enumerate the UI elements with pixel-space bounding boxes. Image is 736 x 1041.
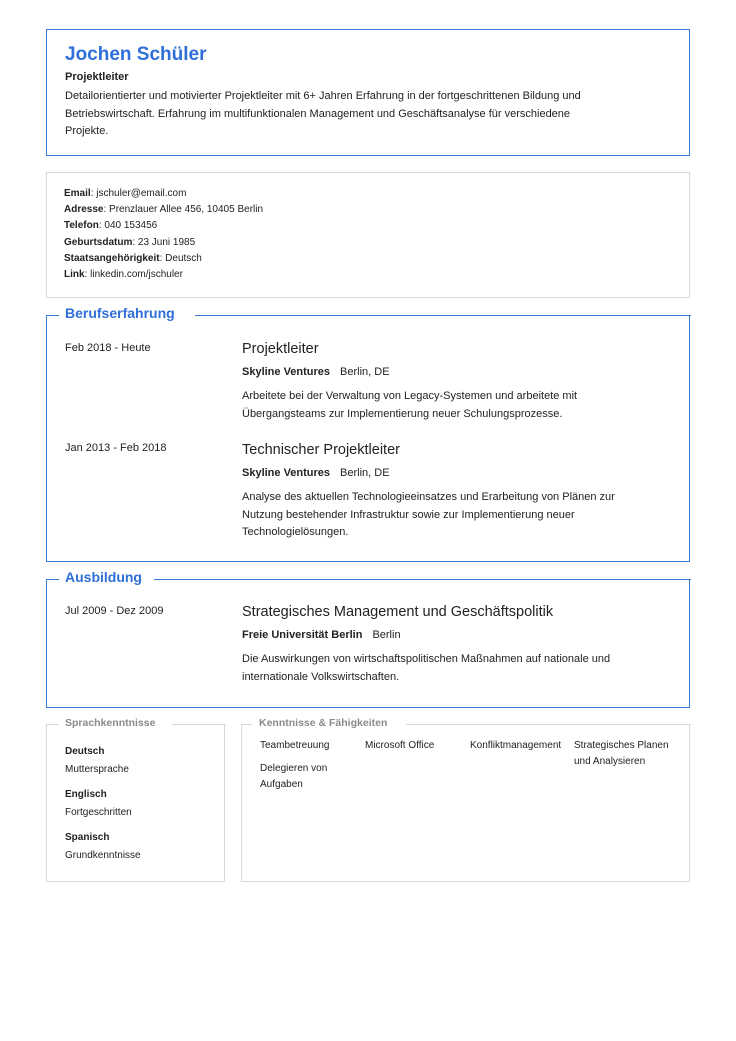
person-name: Jochen Schüler (65, 44, 207, 65)
work-title: Projektleiter (242, 341, 319, 357)
contact-label: Geburtsdatum (64, 237, 133, 248)
contact-value: linkedin.com/jschuler (90, 269, 183, 280)
contact-value: 23 Juni 1985 (137, 237, 196, 248)
work-date: Feb 2018 - Heute (65, 342, 151, 354)
header-section (46, 29, 690, 156)
language-level: Muttersprache (65, 764, 129, 775)
language-name: Englisch (65, 789, 107, 800)
skill-item: Delegieren von Aufgaben (260, 763, 328, 790)
contact-value: jschuler@email.com (96, 188, 187, 199)
contact-phone: Telefon: 040 153456 (64, 220, 158, 231)
contact-nationality: Staatsangehörigkeit: Deutsch (64, 253, 202, 264)
languages-heading: Sprachkenntnisse (59, 717, 161, 729)
work-company-line (242, 366, 390, 378)
work-description: Analyse des aktuellen Technologieeinsatzes und Erarbeitung von Plänen zur Nutzung bestehender Infrastruktur sowie zur Implementierung neuer Technologielösungen. (242, 491, 615, 538)
education-heading: Ausbildung (59, 569, 148, 585)
contact-value: 040 153456 (104, 220, 158, 231)
contact-label: Email (64, 188, 91, 199)
education-description: Die Auswirkungen von wirtschaftspolitischen Maßnahmen auf nationale und internationale Volkswirtschaften. (242, 653, 611, 683)
language-level: Fortgeschritten (65, 807, 132, 818)
work-description: Arbeitete bei der Verwaltung von Legacy-Systemen und arbeitete mit Übergangsteams zur Implementierung neuer Schulungsprozesse. (242, 390, 578, 420)
language-level: Grundkenntnisse (65, 850, 141, 861)
work-location: Berlin, DE (340, 366, 390, 378)
contact-email: Email: jschuler@email.com (64, 188, 187, 199)
skill-item: Microsoft Office (365, 740, 435, 751)
skills-section (241, 717, 690, 882)
language-name: Deutsch (65, 746, 105, 757)
work-experience-section (46, 305, 690, 562)
contact-value: Deutsch (165, 253, 202, 264)
skill-item: Strategisches Planen und Analysieren (574, 740, 669, 767)
profile-summary: Detailorientierter und motivierter Projektleiter mit 6+ Jahren Erfahrung in der fortgeschrittenen Bildung und Betriebswirtschaft. Erfahrung im multifunktionalen Management und Geschäftsanalyse für verschiedene Projekte. (65, 90, 581, 137)
work-heading: Berufserfahrung (59, 305, 181, 321)
contact-label: Link (64, 269, 85, 280)
contact-address: Adresse: Prenzlauer Allee 456, 10405 Berlin (64, 204, 264, 215)
skill-item: Konfliktmanagement (470, 740, 562, 751)
work-location: Berlin, DE (340, 467, 390, 479)
education-school-line (242, 629, 401, 641)
contact-value: Prenzlauer Allee 456, 10405 Berlin (109, 204, 264, 215)
education-section (46, 569, 690, 708)
work-date: Jan 2013 - Feb 2018 (65, 442, 167, 454)
work-company: Skyline Ventures (242, 366, 331, 378)
languages-section (46, 717, 225, 882)
skills-heading: Kenntnisse & Fähigkeiten (253, 717, 393, 729)
contact-birthdate: Geburtsdatum: 23 Juni 1985 (64, 237, 196, 248)
contact-label: Telefon (64, 220, 99, 231)
contact-section (46, 172, 690, 298)
skill-item: Teambetreuung (260, 740, 330, 751)
education-title: Strategisches Management und Geschäftspolitik (242, 604, 554, 620)
contact-label: Adresse (64, 204, 104, 215)
education-location: Berlin (372, 629, 401, 641)
contact-label: Staatsangehörigkeit (64, 253, 160, 264)
work-company: Skyline Ventures (242, 467, 331, 479)
education-school: Freie Universität Berlin (242, 629, 363, 641)
education-date: Jul 2009 - Dez 2009 (65, 605, 164, 617)
job-role: Projektleiter (65, 71, 129, 83)
work-title: Technischer Projektleiter (242, 442, 400, 458)
contact-link: Link: linkedin.com/jschuler (64, 269, 183, 280)
language-name: Spanisch (65, 832, 110, 843)
work-company-line (242, 467, 390, 479)
